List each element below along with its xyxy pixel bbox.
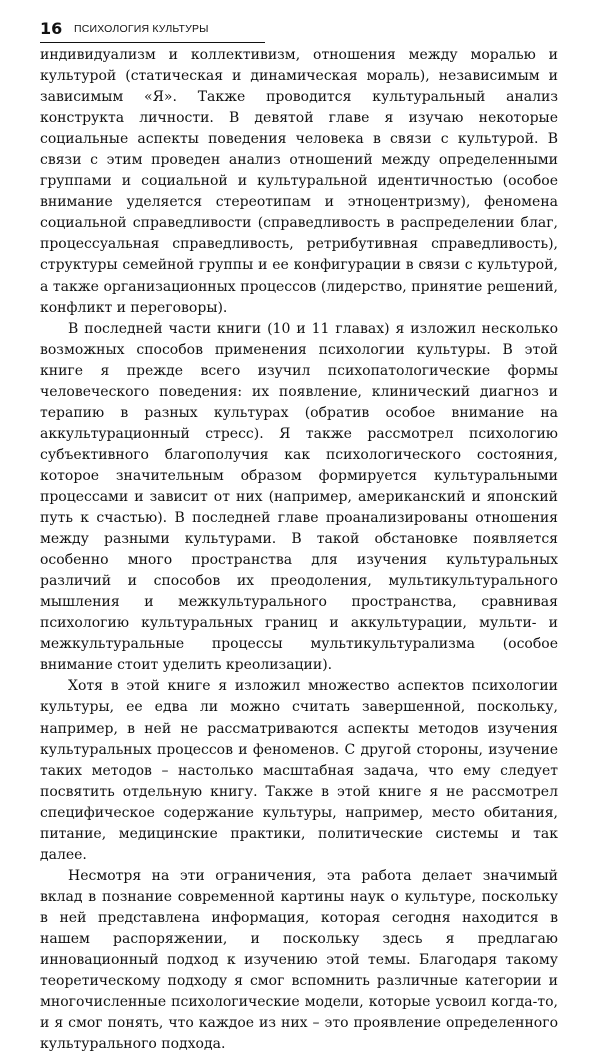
running-header [40, 14, 265, 43]
paragraph-continued: индивидуализм и коллективизм, отношения между моралью и культурой (статическая и динамическая мораль), независимым и зависимым «Я». Также проводится культуральный анализ конструкта личности. В девятой главе я изучаю некоторые социальные аспекты поведения человека в связи с культурой. В связи с этим проведен анализ отношений между определенными группами и социальной и культуральной идентичностью (особое внимание уделяется стереотипам и этноцентризму), феномена социальной справедливости (справедливость в распределении благ, процессуальная справедливость, ретрибутивная справедливость), структуры семейной группы и ее конфигурации в связи с культурой, а также организационных процессов (лидерство, принятие решений, конфликт и переговоры). [40, 47, 558, 316]
paragraph: Несмотря на эти ограничения, эта работа делает значимый вклад в познание современной картины наук о культуре, поскольку в ней представлена информация, которая сегодня находится в нашем распоряжении, и поскольку здесь я предлагаю инновационный подход к изучению этой темы. Благодаря такому теоретическому подходу я смог вспомнить различные категории и многочисленные психологические модели, которые усвоил когда-то, и я смог понять, что каждое из них – это проявление определенного культурального подхода. [40, 867, 558, 1053]
paragraph: В последней части книги (10 и 11 главах) я изложил несколько возможных способов применения психологии культуры. В этой книге я прежде всего изучил психопатологические формы человеческого поведения: их появление, клинический диагноз и терапию в разных культурах (обратив особое внимание на аккультурационный стресс). Я также рассмотрел психологию субъективного благополучия как психологического состояния, которое значительным образом формируется культуральными процессами и зависит от них (например, американский и японский путь к счастью). В последней главе проанализированы отношения между разными культурами. В такой обстановке появляется особенно много пространства для изучения культуральных различий и способов их преодоления, мультикультурального мышления и межкультурального пространства, сравнивая психологию культуральных границ и аккультурации, мульти- и межкультуральные процессы мультикультурализма (особое внимание стоит уделить креолизации). [40, 320, 558, 674]
paragraph: Хотя в этой книге я изложил множество аспектов психологии культуры, ее едва ли можно считать завершенной, поскольку, например, в ней не рассматриваются аспекты методов изучения культуральных процессов и феноменов. С другой стороны, изучение таких методов – настолько масштабная задача, что ему следует посвятить отдельную книгу. Также в этой книге я не рассмотрел специфическое содержание культуры, например, место обитания, питание, медицинские практики, политические системы и так далее. [40, 678, 558, 863]
body-text [40, 45, 558, 1055]
running-title: ПСИХОЛОГИЯ КУЛЬТУРЫ [74, 23, 209, 35]
page-number: 16 [40, 19, 63, 38]
